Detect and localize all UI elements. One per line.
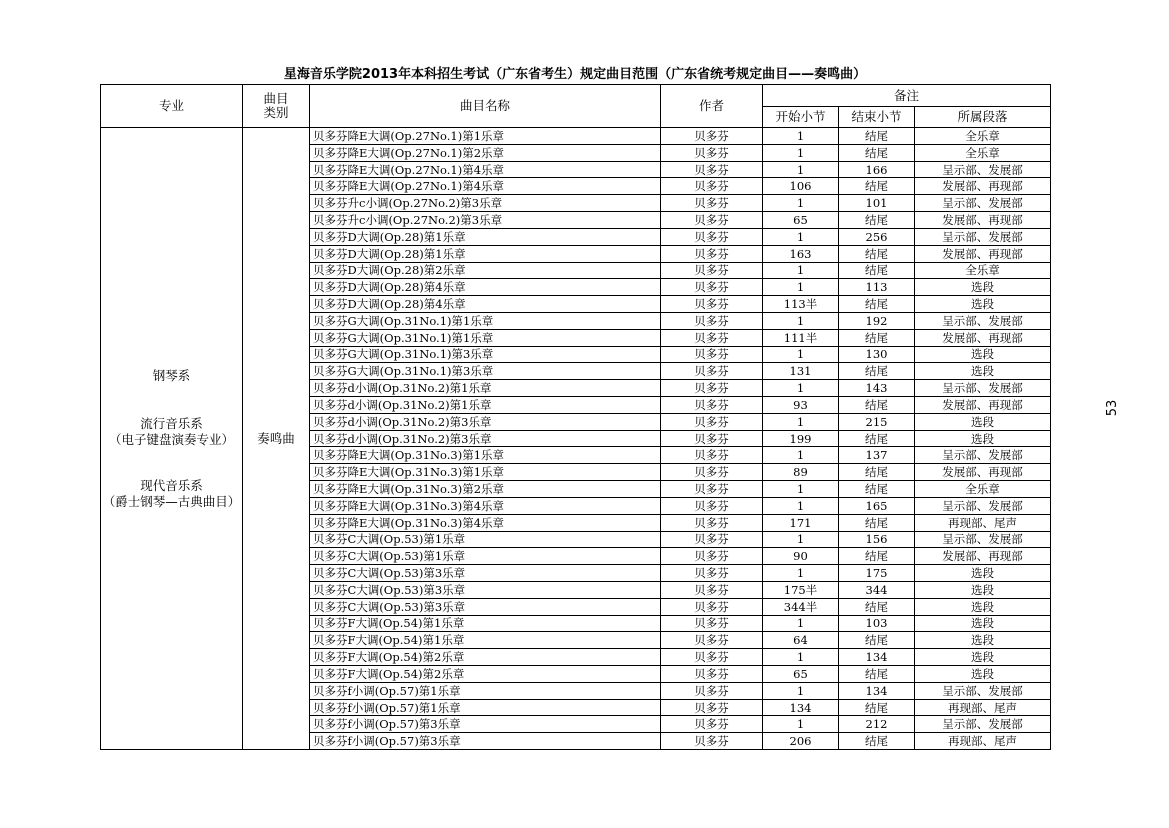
start-bar-cell: 1 — [763, 228, 839, 245]
composer-cell: 贝多芬 — [661, 380, 763, 397]
end-bar-cell: 结尾 — [839, 481, 915, 498]
composer-cell: 贝多芬 — [661, 397, 763, 414]
piece-name-cell: 贝多芬D大调(Op.28)第1乐章 — [310, 228, 661, 245]
composer-cell: 贝多芬 — [661, 615, 763, 632]
header-start-bar: 开始小节 — [763, 107, 839, 128]
end-bar-cell: 134 — [839, 649, 915, 666]
start-bar-cell: 1 — [763, 195, 839, 212]
piece-name-cell: 贝多芬C大调(Op.53)第1乐章 — [310, 548, 661, 565]
start-bar-cell: 1 — [763, 144, 839, 161]
end-bar-cell: 结尾 — [839, 464, 915, 481]
end-bar-cell: 结尾 — [839, 245, 915, 262]
start-bar-cell: 1 — [763, 481, 839, 498]
piece-name-cell: 贝多芬F大调(Op.54)第2乐章 — [310, 666, 661, 683]
end-bar-cell: 结尾 — [839, 598, 915, 615]
start-bar-cell: 1 — [763, 128, 839, 145]
piece-name-cell: 贝多芬F大调(Op.54)第2乐章 — [310, 649, 661, 666]
piece-name-cell: 贝多芬G大调(Op.31No.1)第1乐章 — [310, 329, 661, 346]
section-cell: 呈示部、发展部 — [915, 228, 1051, 245]
piece-name-cell: 贝多芬降E大调(Op.27No.1)第2乐章 — [310, 144, 661, 161]
end-bar-cell: 256 — [839, 228, 915, 245]
start-bar-cell: 1 — [763, 279, 839, 296]
composer-cell: 贝多芬 — [661, 178, 763, 195]
composer-cell: 贝多芬 — [661, 699, 763, 716]
end-bar-cell: 175 — [839, 565, 915, 582]
major-modern-music-note: （爵士钢琴—古典曲目） — [102, 493, 241, 509]
end-bar-cell: 212 — [839, 716, 915, 733]
end-bar-cell: 结尾 — [839, 144, 915, 161]
section-cell: 再现部、尾声 — [915, 733, 1051, 750]
piece-name-cell: 贝多芬f小调(Op.57)第1乐章 — [310, 699, 661, 716]
start-bar-cell: 65 — [763, 212, 839, 229]
section-cell: 选段 — [915, 363, 1051, 380]
section-cell: 发展部、再现部 — [915, 464, 1051, 481]
major-pop-music: 流行音乐系 — [140, 415, 203, 431]
start-bar-cell: 113半 — [763, 296, 839, 313]
piece-name-cell: 贝多芬降E大调(Op.31No.3)第4乐章 — [310, 514, 661, 531]
section-cell: 呈示部、发展部 — [915, 497, 1051, 514]
major-pop-music-note: （电子键盘演奏专业） — [108, 431, 234, 447]
section-cell: 选段 — [915, 279, 1051, 296]
section-cell: 呈示部、发展部 — [915, 682, 1051, 699]
end-bar-cell: 192 — [839, 312, 915, 329]
section-cell: 发展部、再现部 — [915, 397, 1051, 414]
composer-cell: 贝多芬 — [661, 144, 763, 161]
piece-name-cell: 贝多芬d小调(Op.31No.2)第1乐章 — [310, 397, 661, 414]
piece-name-cell: 贝多芬D大调(Op.28)第4乐章 — [310, 296, 661, 313]
piece-name-cell: 贝多芬D大调(Op.28)第2乐章 — [310, 262, 661, 279]
piece-name-cell: 贝多芬d小调(Op.31No.2)第3乐章 — [310, 413, 661, 430]
composer-cell: 贝多芬 — [661, 447, 763, 464]
header-category — [243, 85, 310, 128]
composer-cell: 贝多芬 — [661, 363, 763, 380]
composer-cell: 贝多芬 — [661, 481, 763, 498]
composer-cell: 贝多芬 — [661, 716, 763, 733]
piece-name-cell: 贝多芬D大调(Op.28)第1乐章 — [310, 245, 661, 262]
section-cell: 呈示部、发展部 — [915, 161, 1051, 178]
section-cell: 选段 — [915, 581, 1051, 598]
start-bar-cell: 1 — [763, 447, 839, 464]
end-bar-cell: 结尾 — [839, 397, 915, 414]
section-cell: 选段 — [915, 346, 1051, 363]
start-bar-cell: 206 — [763, 733, 839, 750]
piece-name-cell: 贝多芬C大调(Op.53)第3乐章 — [310, 581, 661, 598]
composer-cell: 贝多芬 — [661, 312, 763, 329]
start-bar-cell: 1 — [763, 497, 839, 514]
piece-name-cell: 贝多芬升c小调(Op.27No.2)第3乐章 — [310, 212, 661, 229]
start-bar-cell: 111半 — [763, 329, 839, 346]
end-bar-cell: 结尾 — [839, 632, 915, 649]
end-bar-cell: 156 — [839, 531, 915, 548]
piece-name-cell: 贝多芬f小调(Op.57)第1乐章 — [310, 682, 661, 699]
start-bar-cell: 1 — [763, 716, 839, 733]
start-bar-cell: 1 — [763, 649, 839, 666]
composer-cell: 贝多芬 — [661, 430, 763, 447]
start-bar-cell: 1 — [763, 380, 839, 397]
composer-cell: 贝多芬 — [661, 262, 763, 279]
section-cell: 选段 — [915, 615, 1051, 632]
end-bar-cell: 结尾 — [839, 733, 915, 750]
section-cell: 再现部、尾声 — [915, 699, 1051, 716]
end-bar-cell: 166 — [839, 161, 915, 178]
end-bar-cell: 103 — [839, 615, 915, 632]
start-bar-cell: 199 — [763, 430, 839, 447]
end-bar-cell: 结尾 — [839, 699, 915, 716]
section-cell: 全乐章 — [915, 481, 1051, 498]
end-bar-cell: 130 — [839, 346, 915, 363]
composer-cell: 贝多芬 — [661, 195, 763, 212]
composer-cell: 贝多芬 — [661, 413, 763, 430]
header-section: 所属段落 — [915, 107, 1051, 128]
end-bar-cell: 结尾 — [839, 262, 915, 279]
section-cell: 选段 — [915, 296, 1051, 313]
section-cell: 发展部、再现部 — [915, 329, 1051, 346]
section-cell: 发展部、再现部 — [915, 548, 1051, 565]
piece-name-cell: 贝多芬f小调(Op.57)第3乐章 — [310, 716, 661, 733]
section-cell: 呈示部、发展部 — [915, 195, 1051, 212]
end-bar-cell: 结尾 — [839, 329, 915, 346]
table-body — [101, 128, 1051, 750]
piece-name-cell: 贝多芬降E大调(Op.27No.1)第4乐章 — [310, 161, 661, 178]
section-cell: 选段 — [915, 430, 1051, 447]
header-piece-name: 曲目名称 — [310, 85, 661, 128]
piece-name-cell: 贝多芬降E大调(Op.27No.1)第1乐章 — [310, 128, 661, 145]
piece-name-cell: 贝多芬降E大调(Op.31No.3)第1乐章 — [310, 447, 661, 464]
header-category-line1: 曲目 — [263, 91, 289, 106]
piece-name-cell: 贝多芬d小调(Op.31No.2)第3乐章 — [310, 430, 661, 447]
section-cell: 发展部、再现部 — [915, 245, 1051, 262]
piece-name-cell: 贝多芬G大调(Op.31No.1)第3乐章 — [310, 346, 661, 363]
section-cell: 选段 — [915, 649, 1051, 666]
header-category-line2: 类别 — [263, 105, 289, 120]
repertoire-table — [100, 84, 1051, 750]
piece-name-cell: 贝多芬G大调(Op.31No.1)第3乐章 — [310, 363, 661, 380]
major-cell — [101, 128, 243, 750]
category-cell: 奏鸣曲 — [243, 128, 310, 750]
section-cell: 全乐章 — [915, 128, 1051, 145]
start-bar-cell: 64 — [763, 632, 839, 649]
end-bar-cell: 137 — [839, 447, 915, 464]
composer-cell: 贝多芬 — [661, 548, 763, 565]
start-bar-cell: 344半 — [763, 598, 839, 615]
end-bar-cell: 165 — [839, 497, 915, 514]
piece-name-cell: 贝多芬降E大调(Op.31No.3)第4乐章 — [310, 497, 661, 514]
major-piano: 钢琴系 — [152, 367, 191, 383]
piece-name-cell: 贝多芬C大调(Op.53)第1乐章 — [310, 531, 661, 548]
start-bar-cell: 93 — [763, 397, 839, 414]
end-bar-cell: 结尾 — [839, 514, 915, 531]
piece-name-cell: 贝多芬C大调(Op.53)第3乐章 — [310, 565, 661, 582]
end-bar-cell: 344 — [839, 581, 915, 598]
header-remarks: 备注 — [763, 85, 1051, 107]
composer-cell: 贝多芬 — [661, 346, 763, 363]
composer-cell: 贝多芬 — [661, 128, 763, 145]
composer-cell: 贝多芬 — [661, 682, 763, 699]
piece-name-cell: 贝多芬C大调(Op.53)第3乐章 — [310, 598, 661, 615]
composer-cell: 贝多芬 — [661, 565, 763, 582]
end-bar-cell: 结尾 — [839, 178, 915, 195]
composer-cell: 贝多芬 — [661, 649, 763, 666]
piece-name-cell: 贝多芬D大调(Op.28)第4乐章 — [310, 279, 661, 296]
header-end-bar: 结束小节 — [839, 107, 915, 128]
composer-cell: 贝多芬 — [661, 464, 763, 481]
start-bar-cell: 131 — [763, 363, 839, 380]
end-bar-cell: 结尾 — [839, 128, 915, 145]
composer-cell: 贝多芬 — [661, 531, 763, 548]
end-bar-cell: 134 — [839, 682, 915, 699]
end-bar-cell: 结尾 — [839, 666, 915, 683]
start-bar-cell: 163 — [763, 245, 839, 262]
start-bar-cell: 1 — [763, 413, 839, 430]
start-bar-cell: 89 — [763, 464, 839, 481]
piece-name-cell: 贝多芬升c小调(Op.27No.2)第3乐章 — [310, 195, 661, 212]
end-bar-cell: 101 — [839, 195, 915, 212]
piece-name-cell: 贝多芬F大调(Op.54)第1乐章 — [310, 615, 661, 632]
piece-name-cell: 贝多芬F大调(Op.54)第1乐章 — [310, 632, 661, 649]
end-bar-cell: 113 — [839, 279, 915, 296]
composer-cell: 贝多芬 — [661, 212, 763, 229]
start-bar-cell: 175半 — [763, 581, 839, 598]
section-cell: 选段 — [915, 565, 1051, 582]
page-title: 星海音乐学院2013年本科招生考试（广东省考生）规定曲目范围（广东省统考规定曲目——奏鸣曲） — [283, 67, 867, 82]
table-row — [101, 128, 1051, 145]
section-cell: 选段 — [915, 413, 1051, 430]
major-modern-music: 现代音乐系 — [140, 477, 203, 493]
end-bar-cell: 215 — [839, 413, 915, 430]
start-bar-cell: 1 — [763, 531, 839, 548]
composer-cell: 贝多芬 — [661, 666, 763, 683]
composer-cell: 贝多芬 — [661, 279, 763, 296]
section-cell: 发展部、再现部 — [915, 212, 1051, 229]
end-bar-cell: 结尾 — [839, 430, 915, 447]
header-major: 专业 — [101, 85, 243, 128]
section-cell: 呈示部、发展部 — [915, 447, 1051, 464]
composer-cell: 贝多芬 — [661, 228, 763, 245]
composer-cell: 贝多芬 — [661, 598, 763, 615]
section-cell: 选段 — [915, 666, 1051, 683]
section-cell: 呈示部、发展部 — [915, 380, 1051, 397]
section-cell: 呈示部、发展部 — [915, 531, 1051, 548]
piece-name-cell: 贝多芬降E大调(Op.31No.3)第1乐章 — [310, 464, 661, 481]
piece-name-cell: 贝多芬降E大调(Op.31No.3)第2乐章 — [310, 481, 661, 498]
start-bar-cell: 1 — [763, 615, 839, 632]
start-bar-cell: 90 — [763, 548, 839, 565]
end-bar-cell: 结尾 — [839, 296, 915, 313]
end-bar-cell: 143 — [839, 380, 915, 397]
start-bar-cell: 1 — [763, 312, 839, 329]
composer-cell: 贝多芬 — [661, 497, 763, 514]
start-bar-cell: 134 — [763, 699, 839, 716]
composer-cell: 贝多芬 — [661, 296, 763, 313]
composer-cell: 贝多芬 — [661, 581, 763, 598]
section-cell: 再现部、尾声 — [915, 514, 1051, 531]
page-number: 53 — [1105, 399, 1120, 417]
section-cell: 选段 — [915, 632, 1051, 649]
section-cell: 选段 — [915, 598, 1051, 615]
start-bar-cell: 106 — [763, 178, 839, 195]
piece-name-cell: 贝多芬降E大调(Op.27No.1)第4乐章 — [310, 178, 661, 195]
end-bar-cell: 结尾 — [839, 212, 915, 229]
start-bar-cell: 65 — [763, 666, 839, 683]
section-cell: 全乐章 — [915, 144, 1051, 161]
piece-name-cell: 贝多芬d小调(Op.31No.2)第1乐章 — [310, 380, 661, 397]
piece-name-cell: 贝多芬f小调(Op.57)第3乐章 — [310, 733, 661, 750]
section-cell: 呈示部、发展部 — [915, 312, 1051, 329]
section-cell: 呈示部、发展部 — [915, 716, 1051, 733]
composer-cell: 贝多芬 — [661, 514, 763, 531]
start-bar-cell: 1 — [763, 262, 839, 279]
header-composer: 作者 — [661, 85, 763, 128]
start-bar-cell: 1 — [763, 346, 839, 363]
section-cell: 全乐章 — [915, 262, 1051, 279]
piece-name-cell: 贝多芬G大调(Op.31No.1)第1乐章 — [310, 312, 661, 329]
composer-cell: 贝多芬 — [661, 161, 763, 178]
start-bar-cell: 1 — [763, 682, 839, 699]
start-bar-cell: 1 — [763, 565, 839, 582]
start-bar-cell: 171 — [763, 514, 839, 531]
section-cell: 发展部、再现部 — [915, 178, 1051, 195]
end-bar-cell: 结尾 — [839, 363, 915, 380]
composer-cell: 贝多芬 — [661, 632, 763, 649]
start-bar-cell: 1 — [763, 161, 839, 178]
composer-cell: 贝多芬 — [661, 245, 763, 262]
end-bar-cell: 结尾 — [839, 548, 915, 565]
composer-cell: 贝多芬 — [661, 733, 763, 750]
composer-cell: 贝多芬 — [661, 329, 763, 346]
